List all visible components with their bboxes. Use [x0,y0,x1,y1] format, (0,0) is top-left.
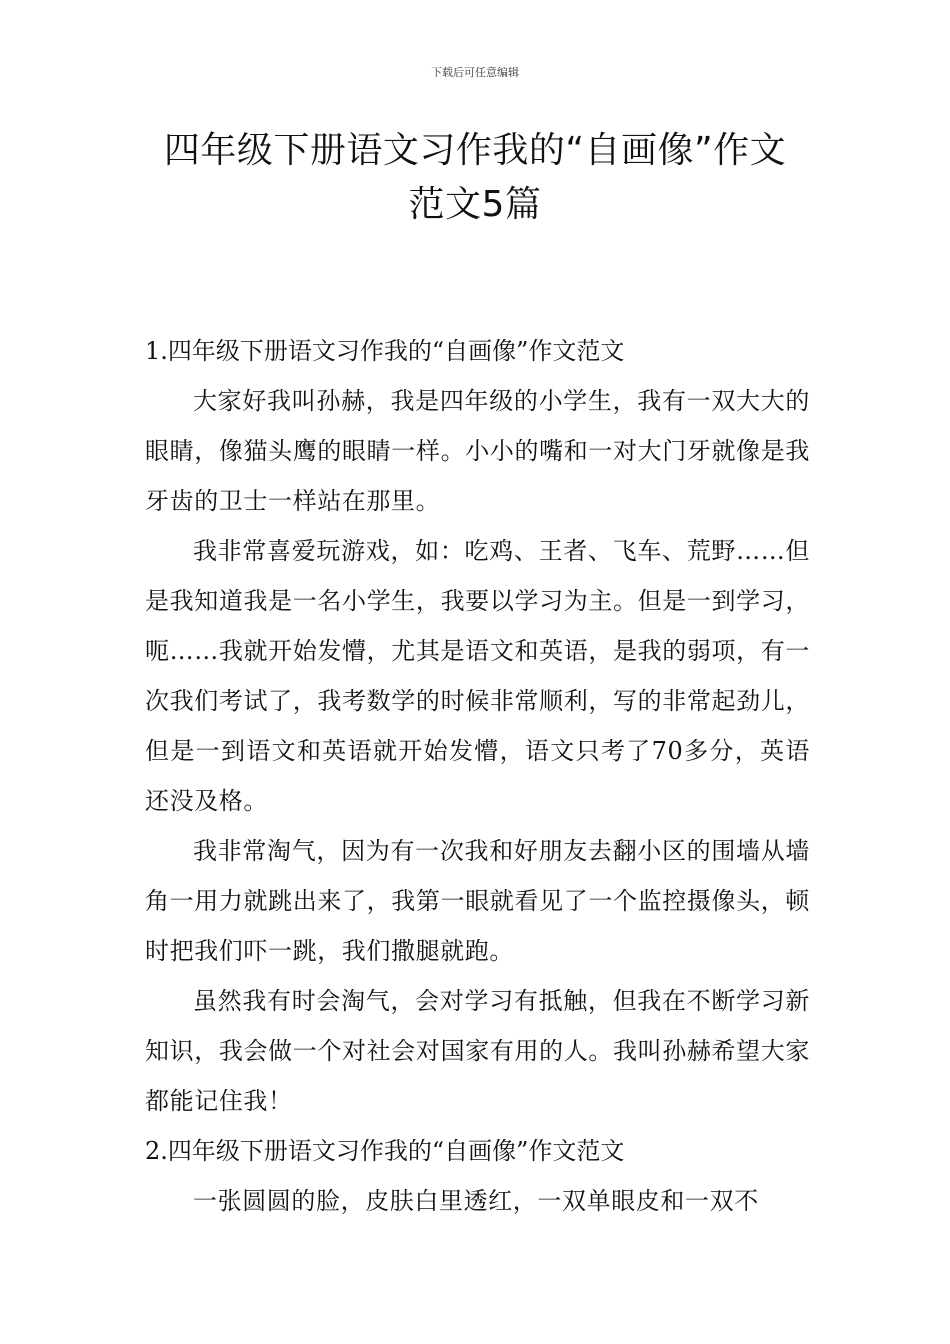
title-line-1: 四年级下册语文习作我的“自画像”作文 [163,130,787,171]
section-heading-2: 2.四年级下册语文习作我的“自画像”作文范文 [145,1137,625,1165]
document-title [120,124,830,232]
paragraph: 我非常淘气，因为有一次我和好朋友去翻小区的围墙从墙角一用力就跳出来了，我第一眼就看见了一个监控摄像头，顿时把我们吓一跳，我们撒腿就跑。 [145,837,810,965]
paragraph: 大家好我叫孙赫，我是四年级的小学生，我有一双大大的眼睛，像猫头鹰的眼睛一样。小小的嘴和一对大门牙就像是我牙齿的卫士一样站在那里。 [145,387,810,515]
header-note: 下载后可任意编辑 [431,66,519,79]
section-heading-1: 1.四年级下册语文习作我的“自画像”作文范文 [145,337,625,365]
paragraph: 虽然我有时会淘气，会对学习有抵触，但我在不断学习新知识，我会做一个对社会对国家有用的人。我叫孙赫希望大家都能记住我！ [145,987,810,1115]
paragraph: 我非常喜爱玩游戏，如：吃鸡、王者、飞车、荒野……但是我知道我是一名小学生，我要以学习为主。但是一到学习，呃……我就开始发懵，尤其是语文和英语，是我的弱项，有一次我们考试了，我考数学的时候非常顺利，写的非常起劲儿，但是一到语文和英语就开始发懵，语文只考了70多分，英语还没及格。 [145,537,810,815]
paragraph: 一张圆圆的脸，皮肤白里透红，一双单眼皮和一双不 [193,1187,759,1215]
title-line-2: 范文5篇 [408,184,542,225]
document-body [145,326,810,1226]
